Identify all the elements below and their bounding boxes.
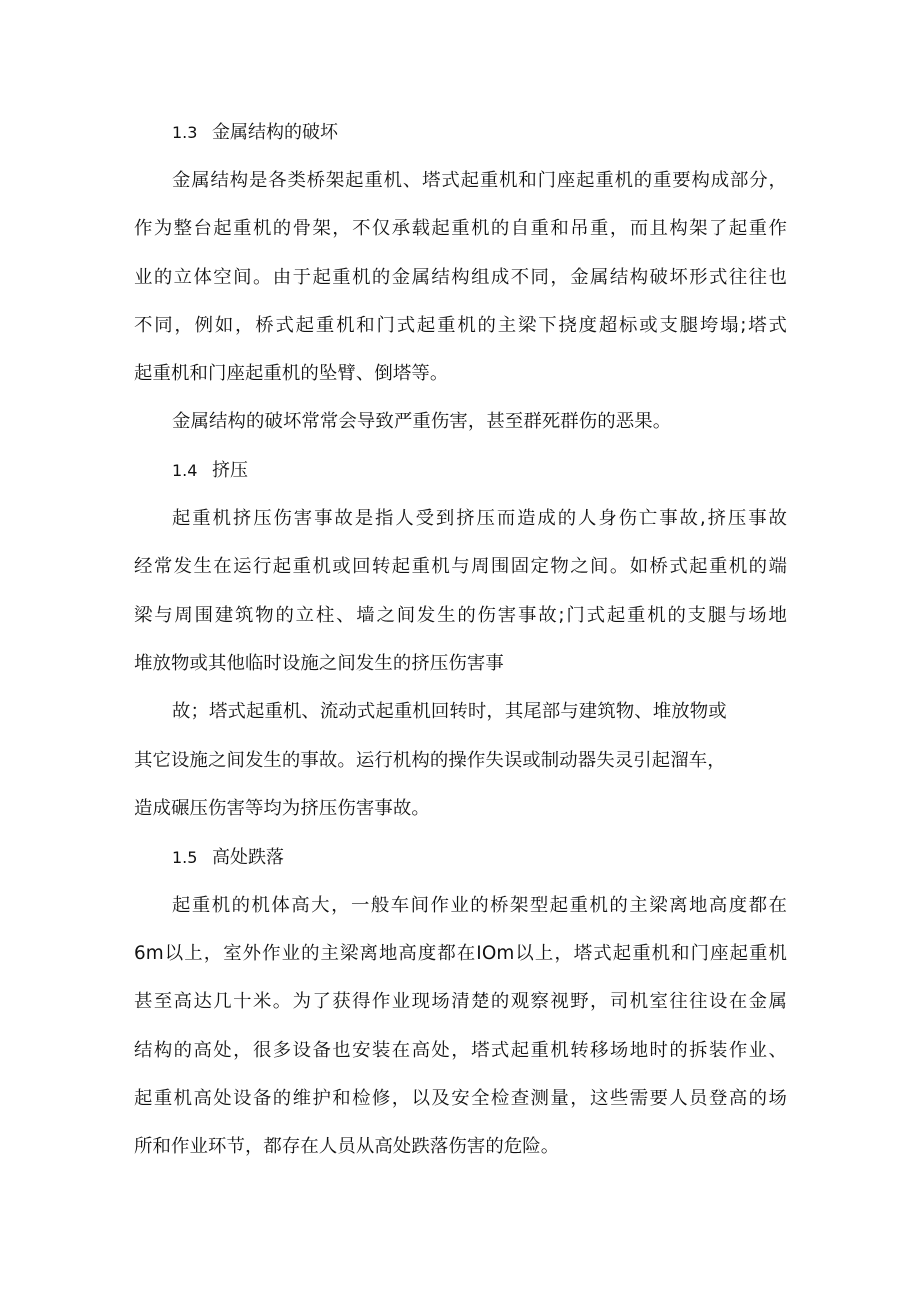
section-title: 高处跌落 [212, 847, 284, 868]
paragraph-line: 金属结构是各类桥架起重机、塔式起重机和门座起重机的重要构成部分， [172, 170, 787, 191]
paragraph-line: 金属结构的破坏常常会导致严重伤害，甚至群死群伤的恶果。 [172, 411, 672, 432]
paragraph-line: 造成碾压伤害等均为挤压伤害事故。 [134, 798, 430, 819]
paragraph-line: 6m以上，室外作业的主梁离地高度都在IOm以上，塔式起重机和门座起重机 [134, 943, 787, 964]
paragraph-line: 起重机的机体高大，一般车间作业的桥架型起重机的主梁离地高度都在 [172, 895, 787, 916]
section-title: 金属结构的破坏 [212, 122, 338, 143]
section-number: 1.3 [172, 123, 198, 142]
paragraph-line: 起重机和门座起重机的坠臂、倒塔等。 [134, 363, 449, 384]
section-heading-1-5 [172, 846, 284, 870]
paragraph-line: 起重机挤压伤害事故是指人受到挤压而造成的人身伤亡事故,挤压事故 [172, 508, 787, 529]
section-heading-1-4 [172, 459, 248, 483]
section-heading-1-3 [172, 121, 338, 145]
paragraph-line: 结构的高处，很多设备也安装在高处，塔式起重机转移场地时的拆装作业、 [134, 1040, 787, 1061]
paragraph-line: 梁与周围建筑物的立柱、墙之间发生的伤害事故;门式起重机的支腿与场地 [134, 605, 787, 626]
paragraph-line: 故；塔式起重机、流动式起重机回转时，其尾部与建筑物、堆放物或 [172, 701, 727, 722]
section-number: 1.4 [172, 461, 198, 480]
paragraph-line: 所和作业环节，都存在人员从高处跌落伤害的危险。 [134, 1136, 560, 1157]
paragraph-line: 作为整台起重机的骨架，不仅承载起重机的自重和吊重，而且构架了起重作 [134, 218, 787, 239]
paragraph-line: 不同，例如，桥式起重机和门式起重机的主梁下挠度超标或支腿垮塌;塔式 [134, 315, 787, 336]
paragraph-line: 起重机高处设备的维护和检修，以及安全检查测量，这些需要人员登高的场 [134, 1088, 787, 1109]
section-number: 1.5 [172, 848, 198, 867]
section-title: 挤压 [212, 460, 248, 481]
paragraph-line: 业的立体空间。由于起重机的金属结构组成不同，金属结构破坏形式往往也 [134, 267, 787, 288]
paragraph-line: 其它设施之间发生的事故。运行机构的操作失误或制动器失灵引起溜车， [134, 750, 726, 771]
paragraph-line: 堆放物或其他临时设施之间发生的挤压伤害事 [134, 653, 504, 674]
paragraph-line: 甚至高达几十米。为了获得作业现场清楚的观察视野，司机室往往设在金属 [134, 991, 787, 1012]
paragraph-line: 经常发生在运行起重机或回转起重机与周围固定物之间。如桥式起重机的端 [134, 556, 787, 577]
